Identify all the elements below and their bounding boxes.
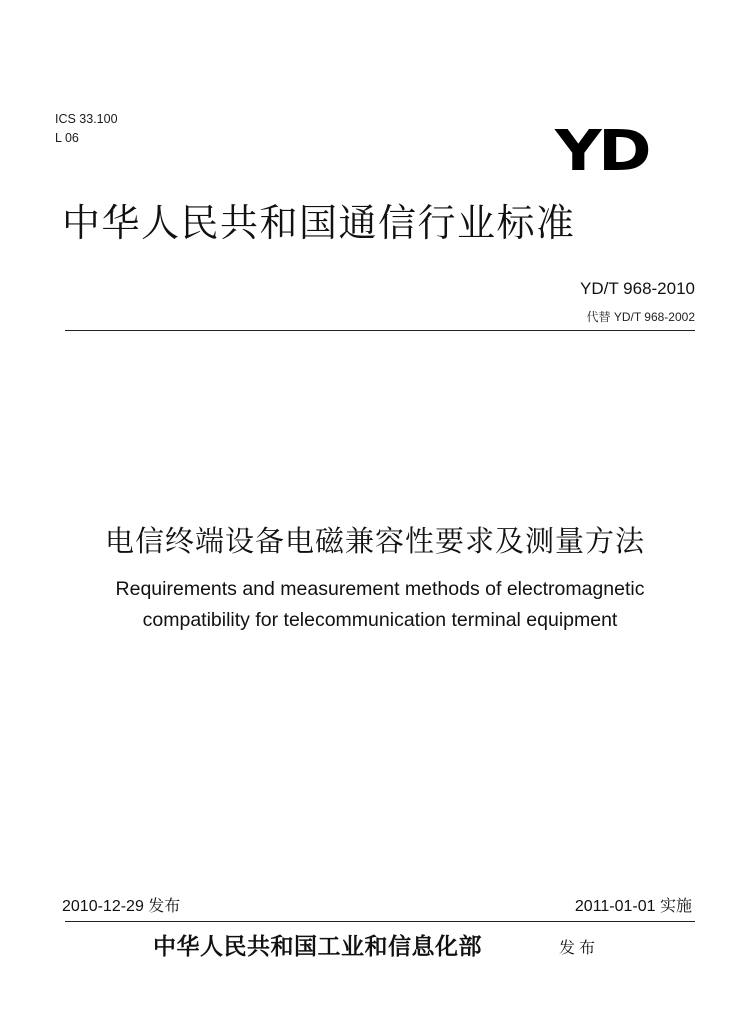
top-divider xyxy=(65,330,695,331)
ccs-code: L 06 xyxy=(55,131,79,145)
standard-number: YD/T 968-2010 xyxy=(580,279,695,298)
standard-heading: 中华人民共和国通信行业标准 xyxy=(62,201,576,245)
implementation-date: 2011-01-01 实施 xyxy=(574,898,692,915)
bottom-divider xyxy=(65,921,695,922)
yd-logo: YD xyxy=(555,119,649,184)
issuer-action: 发布 xyxy=(559,938,600,957)
ics-code: ICS 33.100 xyxy=(55,112,118,126)
issuing-authority: 中华人民共和国工业和信息化部 xyxy=(153,933,482,960)
issue-date: 2010-12-29 发布 xyxy=(62,898,181,915)
replaces-standard: 代替 YD/T 968-2002 xyxy=(586,310,695,324)
document-title-chinese: 电信终端设备电磁兼容性要求及测量方法 xyxy=(104,524,645,558)
english-title-line-2: compatibility for telecommunication terminal equipment xyxy=(142,609,618,631)
english-title-line-1: Requirements and measurement methods of electromagnetic xyxy=(115,578,645,600)
document-title-english xyxy=(0,574,750,636)
classification-codes xyxy=(55,110,118,148)
